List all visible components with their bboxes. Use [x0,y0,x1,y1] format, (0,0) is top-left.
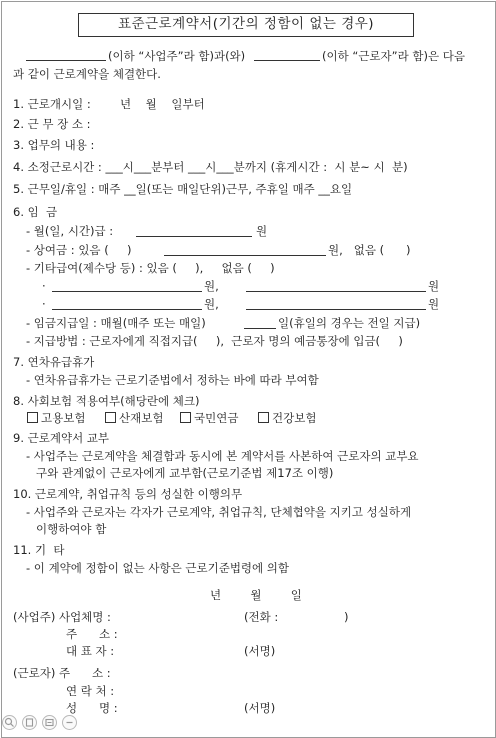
payday-blank [244,328,276,329]
checkbox-icon[interactable] [27,412,38,423]
bonus-unit: 원, 없음 ( ) [328,243,411,257]
leave-heading: 7. 연차유급휴가 [13,355,95,369]
search-icon[interactable] [2,715,17,730]
employer-address-label: 주 소 : [66,627,118,641]
checkbox-icon[interactable] [180,412,191,423]
employee-name-label: 성 명 : [66,701,118,715]
wage-monthly-unit: 원 [256,224,268,238]
insurance-health[interactable]: 건강보험 [258,411,316,425]
other-pay-row2-blank1 [52,309,202,310]
payday-note: 일(휴일의 경우는 전일 지급) [278,316,421,330]
item-job: 3. 업무의 내용 : [13,138,95,152]
wage-monthly-blank [136,236,252,237]
duty-line1: - 사업주와 근로자는 각자가 근로계약, 취업규칙, 단체협약을 지키고 성실하게 [26,505,412,519]
leave-text: - 연차유급휴가는 근로기준법에서 정하는 바에 따라 부여함 [26,373,319,387]
bonus-blank [164,255,326,256]
intro-line1-b: (이하 “근로자”라 함)은 다음 [322,49,465,63]
etc-heading: 11. 기 타 [13,543,65,557]
wage-monthly-label: - 월(일, 시간)급 : [26,224,114,238]
employer-sign: (서명) [244,644,276,658]
checkbox-icon[interactable] [258,412,269,423]
other-pay-row1-bullet: · [42,279,46,293]
intro-line1-a: (이하 “사업주”라 함)과(와) [108,49,246,63]
employee-sign: (서명) [244,701,276,715]
other-pay-row2-unit1: 원, [204,297,219,311]
other-pay-row2-blank2 [246,309,426,310]
employee-contact-label: 연 락 처 : [66,684,115,698]
page-icon[interactable] [22,715,37,730]
etc-text: - 이 계약에 정함이 없는 사항은 근로기준법령에 의함 [26,561,290,575]
intro-line2: 과 같이 근로계약을 체결한다. [13,67,161,81]
other-pay-label: - 기타급여(제수당 등) : 있음 ( ), 없음 ( ) [26,261,275,275]
employee-name-blank [254,60,320,61]
delivery-line1: - 사업주는 근로계약을 체결함과 동시에 본 계약서를 사본하여 근로자의 교부요 [26,449,419,463]
delivery-heading: 9. 근로계약서 교부 [13,431,110,445]
zoom-icon[interactable] [42,715,57,730]
employee-address-label: (근로자) 주 소 : [13,666,111,680]
item-hours: 4. 소정근로시간 : ___시___분부터 ___시___분까지 (휴게시간 : 시 분~ 시 분) [13,160,408,174]
insurance-heading: 8. 사회보험 적용여부(해당란에 체크) [13,394,200,408]
other-pay-row1-unit2: 원 [428,279,440,293]
other-pay-row1-unit1: 원, [204,279,219,293]
checkbox-icon[interactable] [105,412,116,423]
employer-rep-label: 대 표 자 : [66,644,115,658]
item-workplace: 2. 근 무 장 소 : [13,117,91,131]
insurance-employment[interactable]: 고용보험 [27,411,85,425]
item-workdays: 5. 근무일/휴일 : 매주 __일(또는 매일단위)근무, 주휴일 매주 __요일 [13,182,353,196]
payday-label: - 임금지급일 : 매월(매주 또는 매일) [26,316,206,330]
duty-line2: 이행하여야 함 [36,522,107,536]
insurance-industrial-accident[interactable]: 산재보험 [105,411,163,425]
other-pay-row2-bullet: · [42,297,46,311]
contract-date: 년 월 일 [210,588,302,602]
bonus-label: - 상여금 : 있음 ( ) [26,243,132,257]
insurance-pension[interactable]: 국민연금 [180,411,238,425]
other-pay-row2-unit2: 원 [428,297,440,311]
other-pay-row1-blank2 [246,291,426,292]
employer-phone-label: (전화 : ) [244,610,349,624]
other-pay-row1-blank1 [52,291,202,292]
employer-name-label: (사업주) 사업체명 : [13,610,111,624]
minus-icon[interactable] [62,715,77,730]
delivery-line2: 구와 관계없이 근로자에게 교부함(근로기준법 제17조 이행) [36,466,334,480]
pay-method: - 지급방법 : 근로자에게 직접지급( ), 근로자 명의 예금통장에 입금( ) [26,334,403,348]
employer-name-blank [26,60,106,61]
wage-heading: 6. 임 금 [13,205,58,219]
document-title: 표준근로계약서(기간의 정함이 없는 경우) [78,13,414,37]
duty-heading: 10. 근로계약, 취업규칙 등의 성실한 이행의무 [13,487,243,501]
item-start-date: 1. 근로개시일 : 년 월 일부터 [13,97,205,111]
